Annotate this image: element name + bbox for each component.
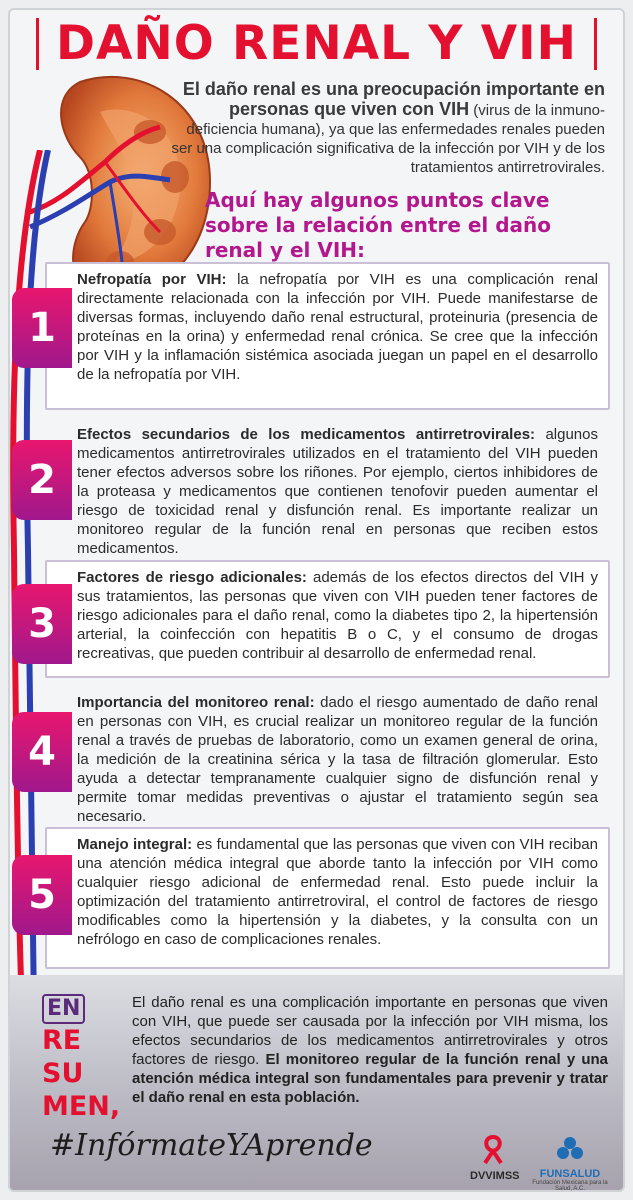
- intro-paragraph: [165, 80, 605, 177]
- page-title: DAÑO RENAL Y VIH: [56, 16, 577, 71]
- point-text: es fundamental que las personas que viven con VIH reciban una atención médica integral que aborde tanto la infección por VIH como cualquier riesgo adicional de enfermedad renal. Esto puede incluir la optimización del tratamiento antirretroviral, el control de factores de riesgo modificables como la hipertensión y la diabetes, y la consulta con un nefrólogo en caso de complicaciones renales.: [77, 836, 598, 948]
- funsalud-label: FUNSALUD: [539, 1168, 601, 1180]
- point-text: la nefropatía por VIH es una complicación renal directamente relacionada con la infección por VIH. Puede manifestarse de diversas formas, incluyendo daño renal estructural, proteinuria (presencia de proteínas en la orina) y enfermedad renal crónica. Se cree que la infección por VIH y la inflamación sistémica asociada juegan un papel en el desarrollo de la nefropatía por VIH.: [77, 271, 598, 383]
- point-number-1: 1: [12, 288, 72, 368]
- point-heading: Factores de riesgo adicionales:: [77, 569, 307, 586]
- point-number-4: 4: [12, 712, 72, 792]
- point-number-5: 5: [12, 855, 72, 935]
- point-heading: Importancia del monitoreo renal:: [77, 694, 315, 711]
- point-card-3: [45, 560, 610, 678]
- dvvimss-label: DVVIMSS: [470, 1170, 520, 1182]
- point-number-3: 3: [12, 584, 72, 664]
- key-points-heading: Aquí hay algunos puntos clave sobre la relación entre el daño renal y el VIH:: [205, 188, 552, 262]
- point-text: dado el riesgo aumentado de daño renal en personas con VIH, es crucial realizar un monitoreo regular de la función renal a través de pruebas de laboratorio, como un examen general de orina, la medición de la creatinina sérica y la tasa de filtración glomerular. Esto ayuda a detectar tempranamente cualquier signo de disfunción renal y permite tomar medidas preventivas o ajustar el tratamiento según sea necesario.: [77, 694, 599, 825]
- point-number-2: 2: [12, 440, 72, 520]
- point-card-1: [45, 262, 610, 410]
- intro-rest: (virus de la inmuno-deficiencia humana), ya que las enfermedades renales pueden ser una complicación significativa de la infección por VIH y de los tratamientos antirretrovirales.: [171, 102, 605, 176]
- point-text: además de los efectos directos del VIH y sus tratamientos, las personas que viven con VIH pueden tener factores de riesgo adicionales para el daño renal, como la diabetes tipo 2, la hipertensión arterial, la coinfección con hepatitis B o C, y el consumo de drogas recreativas, que pueden contribuir al desarrollo de enfermedad renal.: [77, 569, 598, 662]
- point-text: algunos medicamentos antirretrovirales utilizados en el tratamiento del VIH pueden tener efectos adversos sobre los riñones. Por ejemplo, ciertos inhibidores de la proteasa y medicamentos que contienen tenofovir pueden aumentar el riesgo de toxicidad renal y disfunción renal. Es importante realizar un monitoreo regular de la función renal en personas que reciben estos medicamentos.: [77, 426, 598, 557]
- hashtag: #InfórmateYAprende: [50, 1128, 373, 1163]
- point-card-5: [45, 827, 610, 969]
- funsalud-emblem-icon: [555, 1135, 585, 1163]
- point-heading: Manejo integral:: [77, 836, 193, 853]
- point-card-4: [45, 685, 610, 825]
- summary-label-su: SU: [42, 1058, 84, 1089]
- point-heading: Nefropatía por VIH:: [77, 271, 227, 288]
- summary-paragraph: [132, 993, 608, 1107]
- summary-label-en: EN: [42, 994, 85, 1024]
- point-heading: Efectos secundarios de los medicamentos antirretrovirales:: [77, 426, 536, 443]
- summary-label-re: RE: [42, 1025, 82, 1056]
- summary-label-men: MEN,: [42, 1091, 121, 1122]
- point-card-2: [45, 417, 610, 557]
- summary-bold: El monitoreo regular de la función renal y una atención médica integral son fundamentales para prevenir y tratar el daño renal en esta población.: [132, 1051, 608, 1106]
- summary-text: El daño renal es una complicación importante en personas que viven con VIH, que puede ser causada por la infección por VIH misma, los efectos secundarios de los medicamentos antirretrovirales y otros factores de riesgo.: [132, 994, 608, 1068]
- funsalud-logo: [525, 1135, 615, 1192]
- summary-label: [42, 990, 132, 1123]
- dvvimss-logo: [470, 1135, 520, 1182]
- funsalud-sub: Fundación Mexicana para la Salud, A.C.: [532, 1180, 608, 1192]
- awareness-ribbon-icon: [480, 1135, 506, 1165]
- intro-lead: El daño renal es una preocupación importante en personas que viven con VIH: [182, 79, 605, 119]
